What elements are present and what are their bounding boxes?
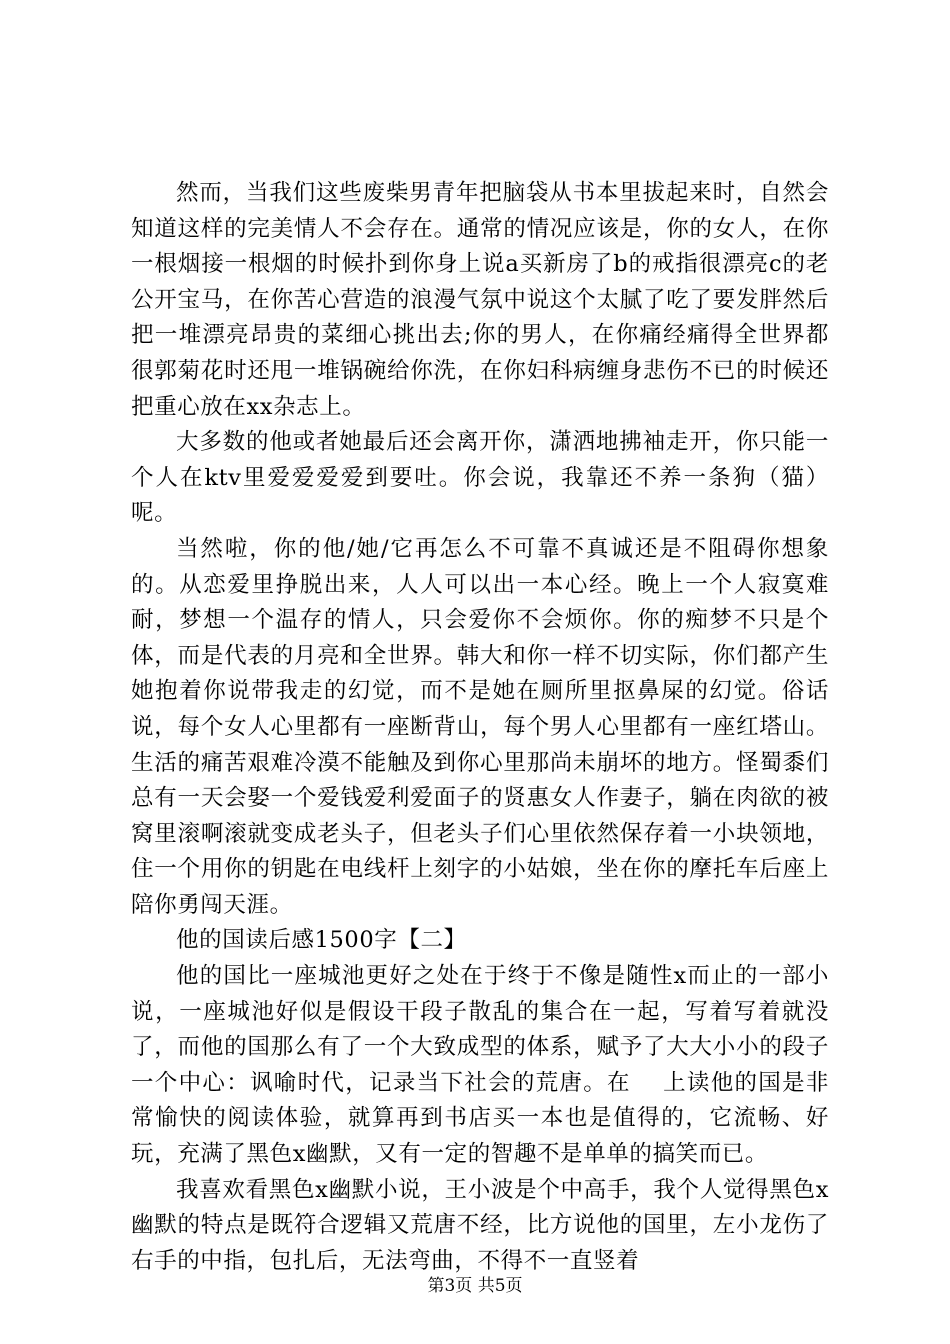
body-paragraph: 当然啦，你的他/她/它再怎么不可靠不真诚还是不阻碍你想象的。从恋爱里挣脱出来，人人可以出一本心经。晚上一个人寂寞难耐，梦想一个温存的情人，只会爱你不会烦你。你的痴梦不只是个体，而是代表的月亮和全世界。韩大和你一样不切实际，你们都产生她抱着你说带我走的幻觉，而不是她在厕所里抠鼻屎的幻觉。俗话说，每个女人心里都有一座断背山，每个男人心里都有一座红塔山。生活的痛苦艰难冷漠不能触及到你心里那尚未崩坏的地方。怪蜀黍们总有一天会娶一个爱钱爱利爱面子的贤惠女人作妻子，躺在肉欲的被窝里滚啊滚就变成老头子，但老头子们心里依然保存着一小块领地，住一个用你的钥匙在电线杆上刻字的小姑娘，坐在你的摩托车后座上陪你勇闯天涯。	[131, 535, 829, 918]
body-paragraph: 我喜欢看黑色x幽默小说，王小波是个中高手，我个人觉得黑色x幽默的特点是既符合逻辑又荒唐不经，比方说他的国里，左小龙伤了右手的中指，包扎后，无法弯曲，不得不一直竖着	[131, 1176, 829, 1274]
document-body	[131, 176, 829, 1279]
body-paragraph: 然而，当我们这些废柴男青年把脑袋从书本里拔起来时，自然会知道这样的完美情人不会存在。通常的情况应该是，你的女人，在你一根烟接一根烟的时候扑到你身上说a买新房了b的戒指很漂亮c的老公开宝马，在你苦心营造的浪漫气氛中说这个太腻了吃了要发胖然后把一堆漂亮昂贵的菜细心挑出去;你的男人，在你痛经痛得全世界都很郭菊花时还甩一堆锅碗给你洗，在你妇科病缠身悲伤不已的时候还把重心放在xx杂志上。	[131, 180, 829, 420]
section-heading: 他的国读后感1500字【二】	[176, 927, 467, 954]
body-paragraph: 他的国比一座城池更好之处在于终于不像是随性x而止的一部小说，一座城池好似是假设干段子散乱的集合在一起，写着写着就没了，而他的国那么有了一个大致成型的体系，赋予了大大小小的段子一个中心：讽喻时代，记录当下社会的荒唐。在 上读他的国是非常愉快的阅读体验，就算再到书店买一本也是值得的，它流畅、好玩，充满了黑色x幽默，又有一定的智趣不是单单的搞笑而已。	[131, 963, 829, 1168]
page-footer: 第3页 共5页	[427, 1276, 523, 1296]
body-paragraph: 大多数的他或者她最后还会离开你，潇洒地拂袖走开，你只能一个人在ktv里爱爱爱爱到要吐。你会说，我靠还不养一条狗（猫）呢。	[131, 429, 829, 527]
